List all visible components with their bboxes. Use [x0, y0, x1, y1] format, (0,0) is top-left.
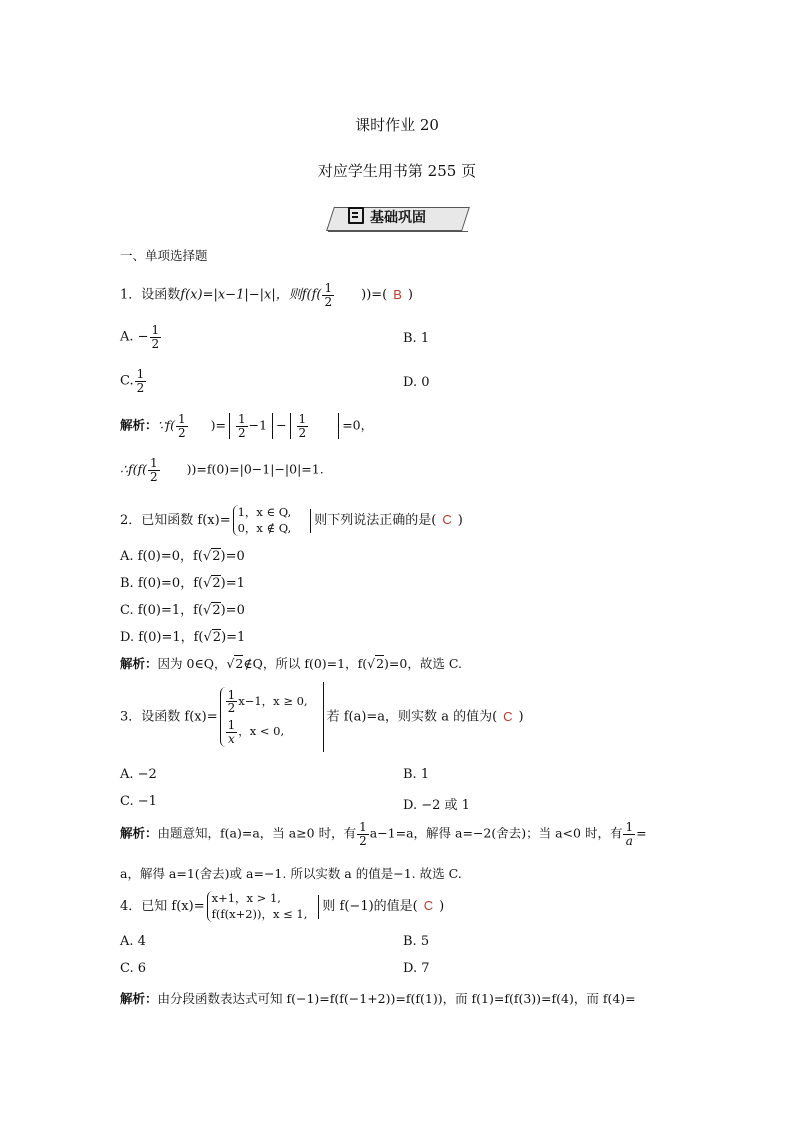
fraction: $\frac{1}{2}$ — [298, 412, 307, 440]
question-1-option-d: D. 0 — [403, 375, 430, 390]
question-3-solution-line-1: 解析：由题意知，f(a)=a，当 a≥0 时，有 $\frac{1}{2}$ a−1=a，解得 a=−2(舍去)；当 a<0 时，有 $\frac{1}{a}$ = — [120, 820, 647, 848]
question-3-stem: 3．设函数 f(x)= $\frac{1}{2}$ x−1，x ≥ 0, $\frac{1}{x}$ ，x < 0, 若 f(a)=a，则实数 a 的值为( C ) — [120, 682, 524, 752]
question-4-option-d: D. 7 — [403, 961, 430, 976]
question-1-option-a: A. − $\frac{1}{2}$ — [120, 323, 160, 351]
section-banner — [0, 203, 794, 233]
question-2-solution: 解析：因为 0∈Q，√2∉Q，所以 f(0)=1，f(√2)=0，故选 C. — [120, 656, 462, 671]
piecewise-brace: x+1，x > 1, f(f(x+2))，x ≤ 1, — [207, 891, 308, 922]
question-3-option-d: D. −2 或 1 — [403, 798, 470, 813]
fraction: $\frac{1}{2}$ — [177, 412, 186, 440]
question-2-option-b: B. f(0)=0，f(√2)=1 — [120, 576, 245, 591]
question-3-option-a: A. −2 — [120, 767, 157, 782]
question-4-option-c: C. 6 — [120, 961, 147, 976]
answer-mark: B — [393, 286, 402, 302]
notebook-icon — [348, 207, 364, 224]
page-subtitle: 对应学生用书第 255 页 — [317, 162, 477, 180]
section-heading: 一、单项选择题 — [120, 248, 208, 263]
fraction: $\frac{1}{2}$ — [151, 323, 160, 351]
question-1-solution-line-1: 解析：∵f( $\frac{1}{2}$ )= $\frac{1}{2}$ −1 − $\frac{1}{2}$ =0， — [120, 412, 374, 440]
fraction: $\frac{1}{2}$ — [324, 281, 333, 309]
fraction: $\frac{1}{2}$ — [136, 367, 145, 395]
question-1-stem: 1．设函数f(x)=|x−1|−|x|，则f(f( $\frac{1}{2}$ ))=( B ) — [120, 281, 413, 309]
page-title: 课时作业 20 — [355, 116, 439, 134]
answer-mark: C — [423, 898, 434, 914]
question-2-option-d: D. f(0)=1，f(√2)=1 — [120, 630, 246, 645]
question-3-option-b: B. 1 — [403, 767, 430, 782]
question-2-option-c: C. f(0)=1，f(√2)=0 — [120, 603, 245, 618]
piecewise-brace: $\frac{1}{2}$ x−1，x ≥ 0, $\frac{1}{x}$ ，x < 0, — [220, 687, 308, 747]
question-3-option-c: C. −1 — [120, 794, 157, 809]
question-4-option-a: A. 4 — [120, 934, 146, 949]
fraction: $\frac{1}{2}$ — [237, 412, 246, 440]
piecewise-brace: 1，x ∈ Q, 0，x ∉ Q, — [233, 505, 292, 536]
question-2-option-a: A. f(0)=0，f(√2)=0 — [120, 549, 245, 564]
question-2-stem: 2．已知函数 f(x)= 1，x ∈ Q, 0，x ∉ Q, 则下列说法正确的是( C ) — [120, 505, 463, 535]
question-4-option-b: B. 5 — [403, 934, 430, 949]
question-1-solution-line-2: ∴f(f( $\frac{1}{2}$ ))=f(0)=|0−1|−|0|=1. — [120, 456, 324, 484]
question-1-option-c: C. $\frac{1}{2}$ — [120, 367, 145, 395]
question-1-option-b: B. 1 — [403, 331, 430, 346]
banner-underline — [328, 231, 468, 232]
question-4-stem: 4．已知 f(x)= x+1，x > 1, f(f(x+2))，x ≤ 1, 则 f(−1)的值是( C ) — [120, 891, 445, 921]
question-4-solution: 解析：由分段函数表达式可知 f(−1)=f(f(−1+2))=f(f(1))，而 f(1)=f(f(3))=f(4)，而 f(4)= — [120, 991, 636, 1006]
fraction: $\frac{1}{2}$ — [149, 456, 158, 484]
answer-mark: C — [503, 708, 513, 724]
question-3-solution-line-2: a，解得 a=1(舍去)或 a=−1. 所以实数 a 的值是−1. 故选 C. — [120, 866, 462, 881]
answer-mark: C — [442, 512, 452, 528]
banner-label: 基础巩固 — [370, 210, 426, 226]
